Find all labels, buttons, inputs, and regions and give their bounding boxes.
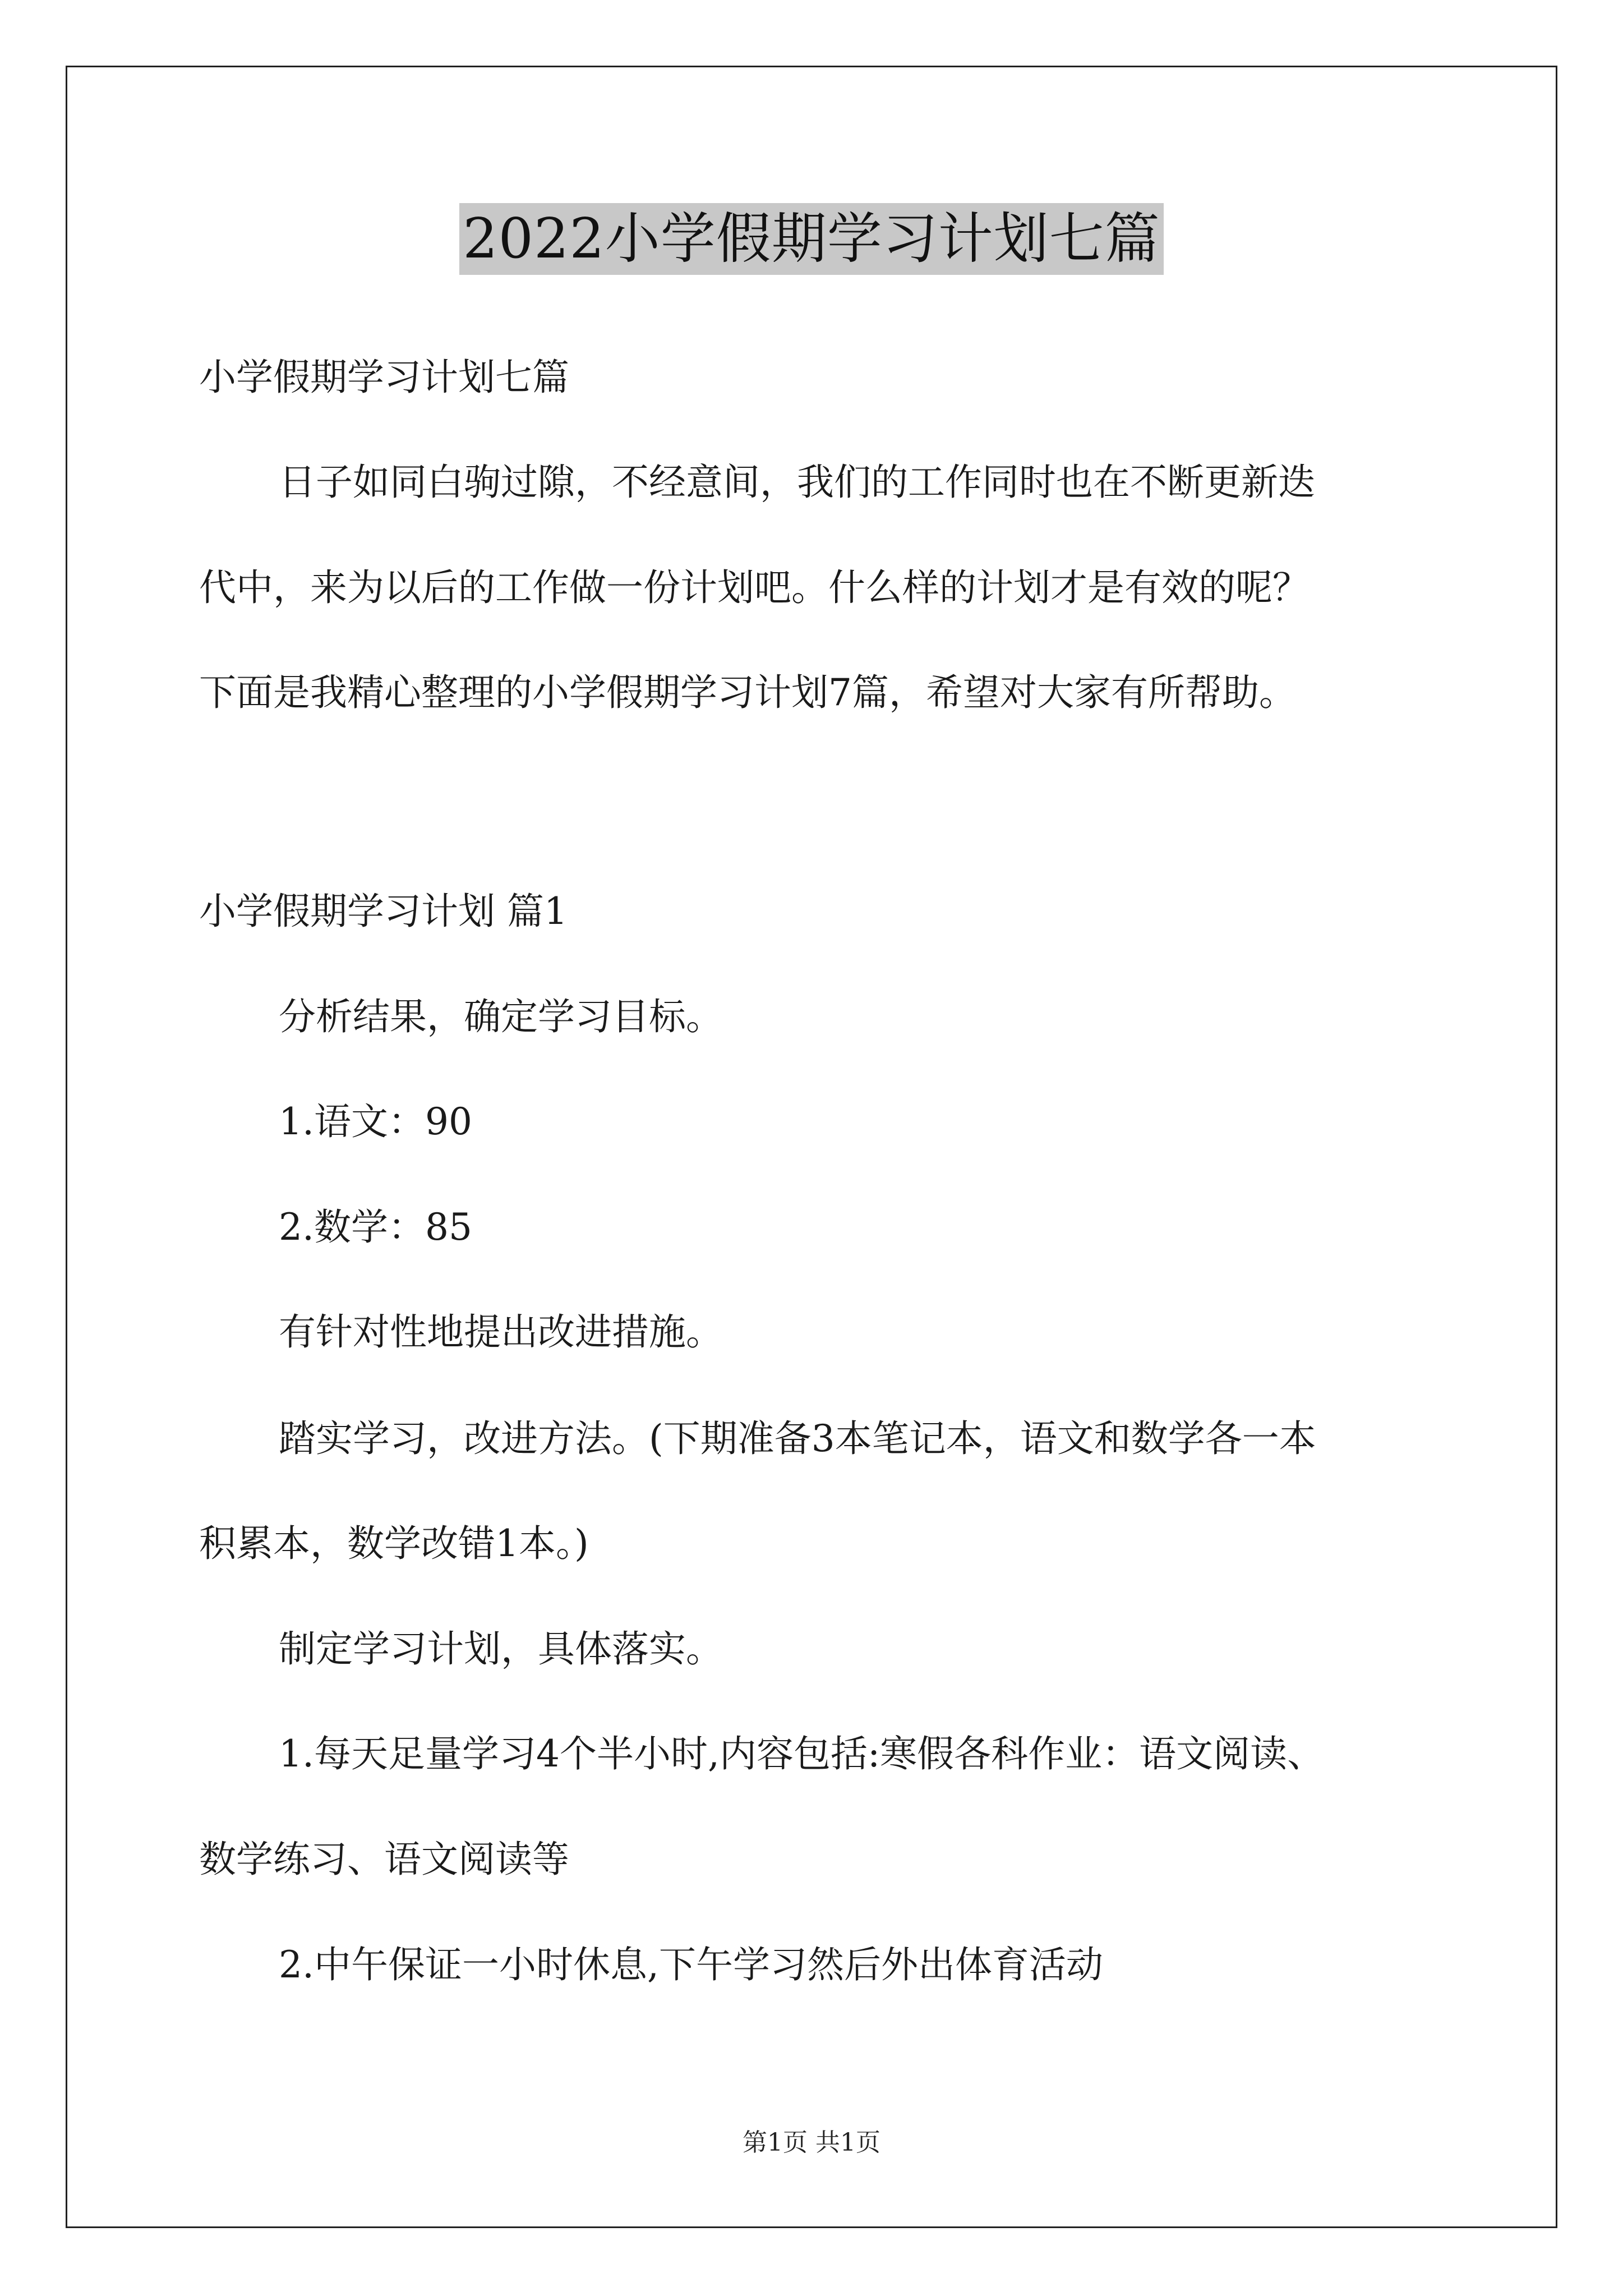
body-line: 制定学习计划，具体落实。: [279, 1627, 723, 1671]
body-line: 有针对性地提出改进措施。: [279, 1310, 723, 1354]
body-line: 日子如同白驹过隙，不经意间，我们的工作同时也在不断更新迭: [279, 461, 1315, 504]
section-heading: 小学假期学习计划 篇1: [199, 890, 568, 933]
document-title: 2022小学假期学习计划七篇: [459, 203, 1163, 275]
body-line: 分析结果，确定学习目标。: [279, 995, 723, 1038]
body-line: 1.语文：90: [279, 1100, 472, 1143]
body-line: 1.每天足量学习4个半小时,内容包括:寒假各科作业：语文阅读、: [279, 1732, 1325, 1775]
page-footer: 第1页 共1页: [743, 2128, 880, 2157]
intro-heading: 小学假期学习计划七篇: [199, 356, 569, 399]
body-line: 下面是我精心整理的小学假期学习计划7篇，希望对大家有所帮助。: [199, 671, 1296, 714]
body-line: 代中，来为以后的工作做一份计划吧。什么样的计划才是有效的呢？: [199, 566, 1310, 609]
body-line: 踏实学习，改进方法。(下期准备3本笔记本，语文和数学各一本: [279, 1417, 1316, 1460]
body-line: 数学练习、语文阅读等: [199, 1838, 569, 1881]
body-line: 2.中午保证一小时休息,下午学习然后外出体育活动: [279, 1943, 1103, 1986]
title-container: [0, 203, 1623, 275]
body-line: 积累本，数学改错1本。): [199, 1522, 589, 1565]
body-line: 2.数学：85: [279, 1205, 472, 1249]
